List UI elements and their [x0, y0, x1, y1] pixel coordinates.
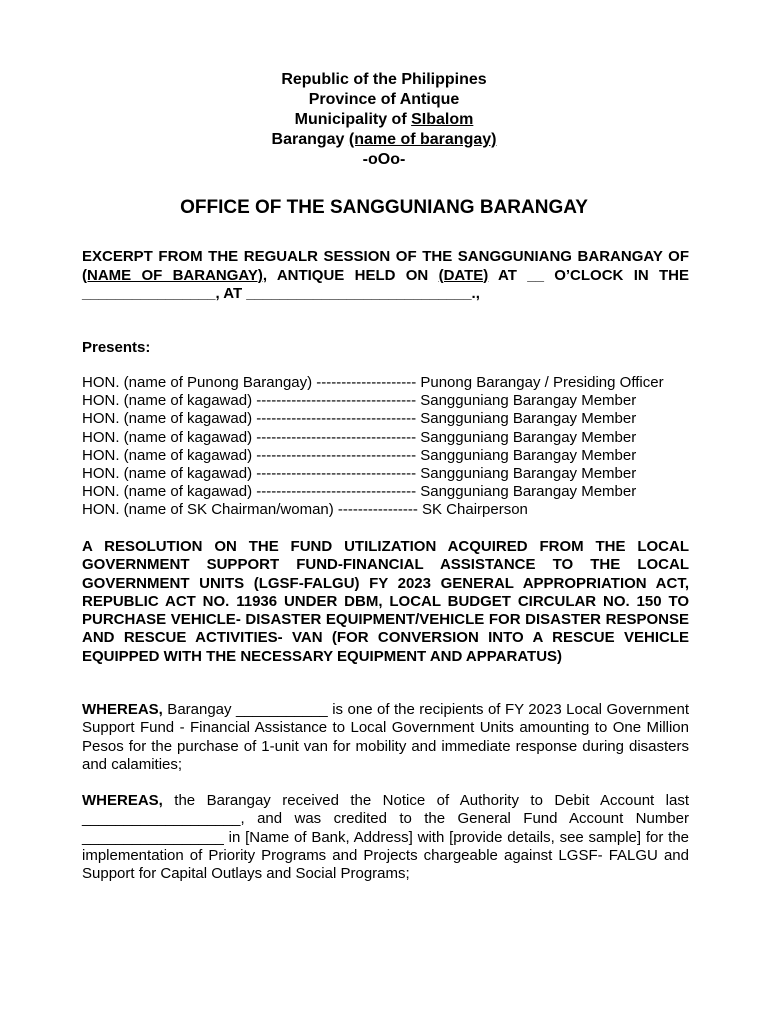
barangay-prefix: Barangay [271, 131, 349, 148]
excerpt-part1: EXCERPT FROM THE REGUALR SESSION OF THE SANGGUNIANG BARANGAY OF [82, 248, 689, 265]
header-municipality [0, 110, 768, 130]
resolution-title: A RESOLUTION ON THE FUND UTILIZATION ACQUIRED FROM THE LOCAL GOVERNMENT SUPPORT FUND-FINANCIAL ASSISTANCE TO THE LOCAL GOVERNMENT UNITS (LGSF-FALGU) FY 2023 GENERAL APPROPRIATION ACT, REPUBLIC ACT NO. 11936 UNDER DBM, LOCAL BUDGET CIRCULAR NO. 150 TO PURCHASE VEHICLE- DISASTER EQUIPMENT/VEHICLE FOR DISASTER RESPONSE AND RESCUE ACTIVITIES- VAN (FOR CONVERSION INTO A RESCUE VEHICLE EQUIPPED WITH THE NECESSARY EQUIPMENT AND APPARATUS) [82, 538, 689, 665]
member-line-sk-chairperson: HON. (name of SK Chairman/woman) ---------------- SK Chairperson [82, 501, 528, 519]
whereas-text: the Barangay received the Notice of Authority to Debit Account last ___________________, and was credited to the General Fund Account Number _________________ in [Name of Bank, Address] with [provide details, see sample] for the implementation of Priority Programs and Projects chargeable against LGSF- FALGU and Support for Capital Outlays and Social Programs; [82, 792, 689, 883]
whereas-lead: WHEREAS, [82, 792, 163, 809]
municipality-prefix: Municipality of [294, 111, 412, 128]
member-line-punong-barangay: HON. (name of Punong Barangay) -------------------- Punong Barangay / Presiding Officer [82, 374, 664, 391]
document-header [0, 70, 768, 170]
excerpt-date: (DATE) [438, 266, 489, 284]
excerpt-part3: AT __ O’CLOCK IN THE ________________, AT ___________________________., [82, 266, 690, 302]
office-title: OFFICE OF THE SANGGUNIANG BARANGAY [180, 197, 588, 218]
member-line-kagawad: HON. (name of kagawad) -------------------------------- Sangguniang Barangay Member [82, 465, 637, 483]
member-line-kagawad: HON. (name of kagawad) -------------------------------- Sangguniang Barangay Member [82, 428, 637, 446]
header-province: Province of Antique [308, 91, 460, 108]
header-ornament: -oOo- [362, 151, 406, 168]
member-line-kagawad: HON. (name of kagawad) -------------------------------- Sangguniang Barangay Member [82, 392, 637, 410]
whereas-paragraph [82, 792, 689, 883]
excerpt-heading [82, 248, 689, 304]
member-line-kagawad: HON. (name of kagawad) -------------------------------- Sangguniang Barangay Member [82, 410, 637, 428]
whereas-lead: WHEREAS, [82, 701, 163, 718]
excerpt-barangay: (NAME OF BARANGAY), [82, 266, 268, 284]
presents-list [82, 374, 702, 520]
member-line-kagawad: HON. (name of kagawad) -------------------------------- Sangguniang Barangay Member [82, 483, 637, 501]
municipality-name: SIbalom [411, 111, 474, 128]
presents-label: Presents: [82, 339, 151, 356]
member-line-kagawad: HON. (name of kagawad) -------------------------------- Sangguniang Barangay Member [82, 446, 637, 464]
whereas-paragraph [82, 701, 689, 774]
barangay-name: (name of barangay) [348, 131, 497, 148]
whereas-text: Barangay ___________ is one of the recipients of FY 2023 Local Government Support Fund - Financial Assistance to Local Government Units amounting to One Million Pesos for the purchase of 1-unit van for mobility and immediate response during disasters and calamities; [82, 701, 689, 773]
header-republic: Republic of the Philippines [281, 71, 487, 88]
excerpt-part2: ANTIQUE HELD ON [267, 266, 439, 284]
header-barangay [0, 130, 768, 150]
